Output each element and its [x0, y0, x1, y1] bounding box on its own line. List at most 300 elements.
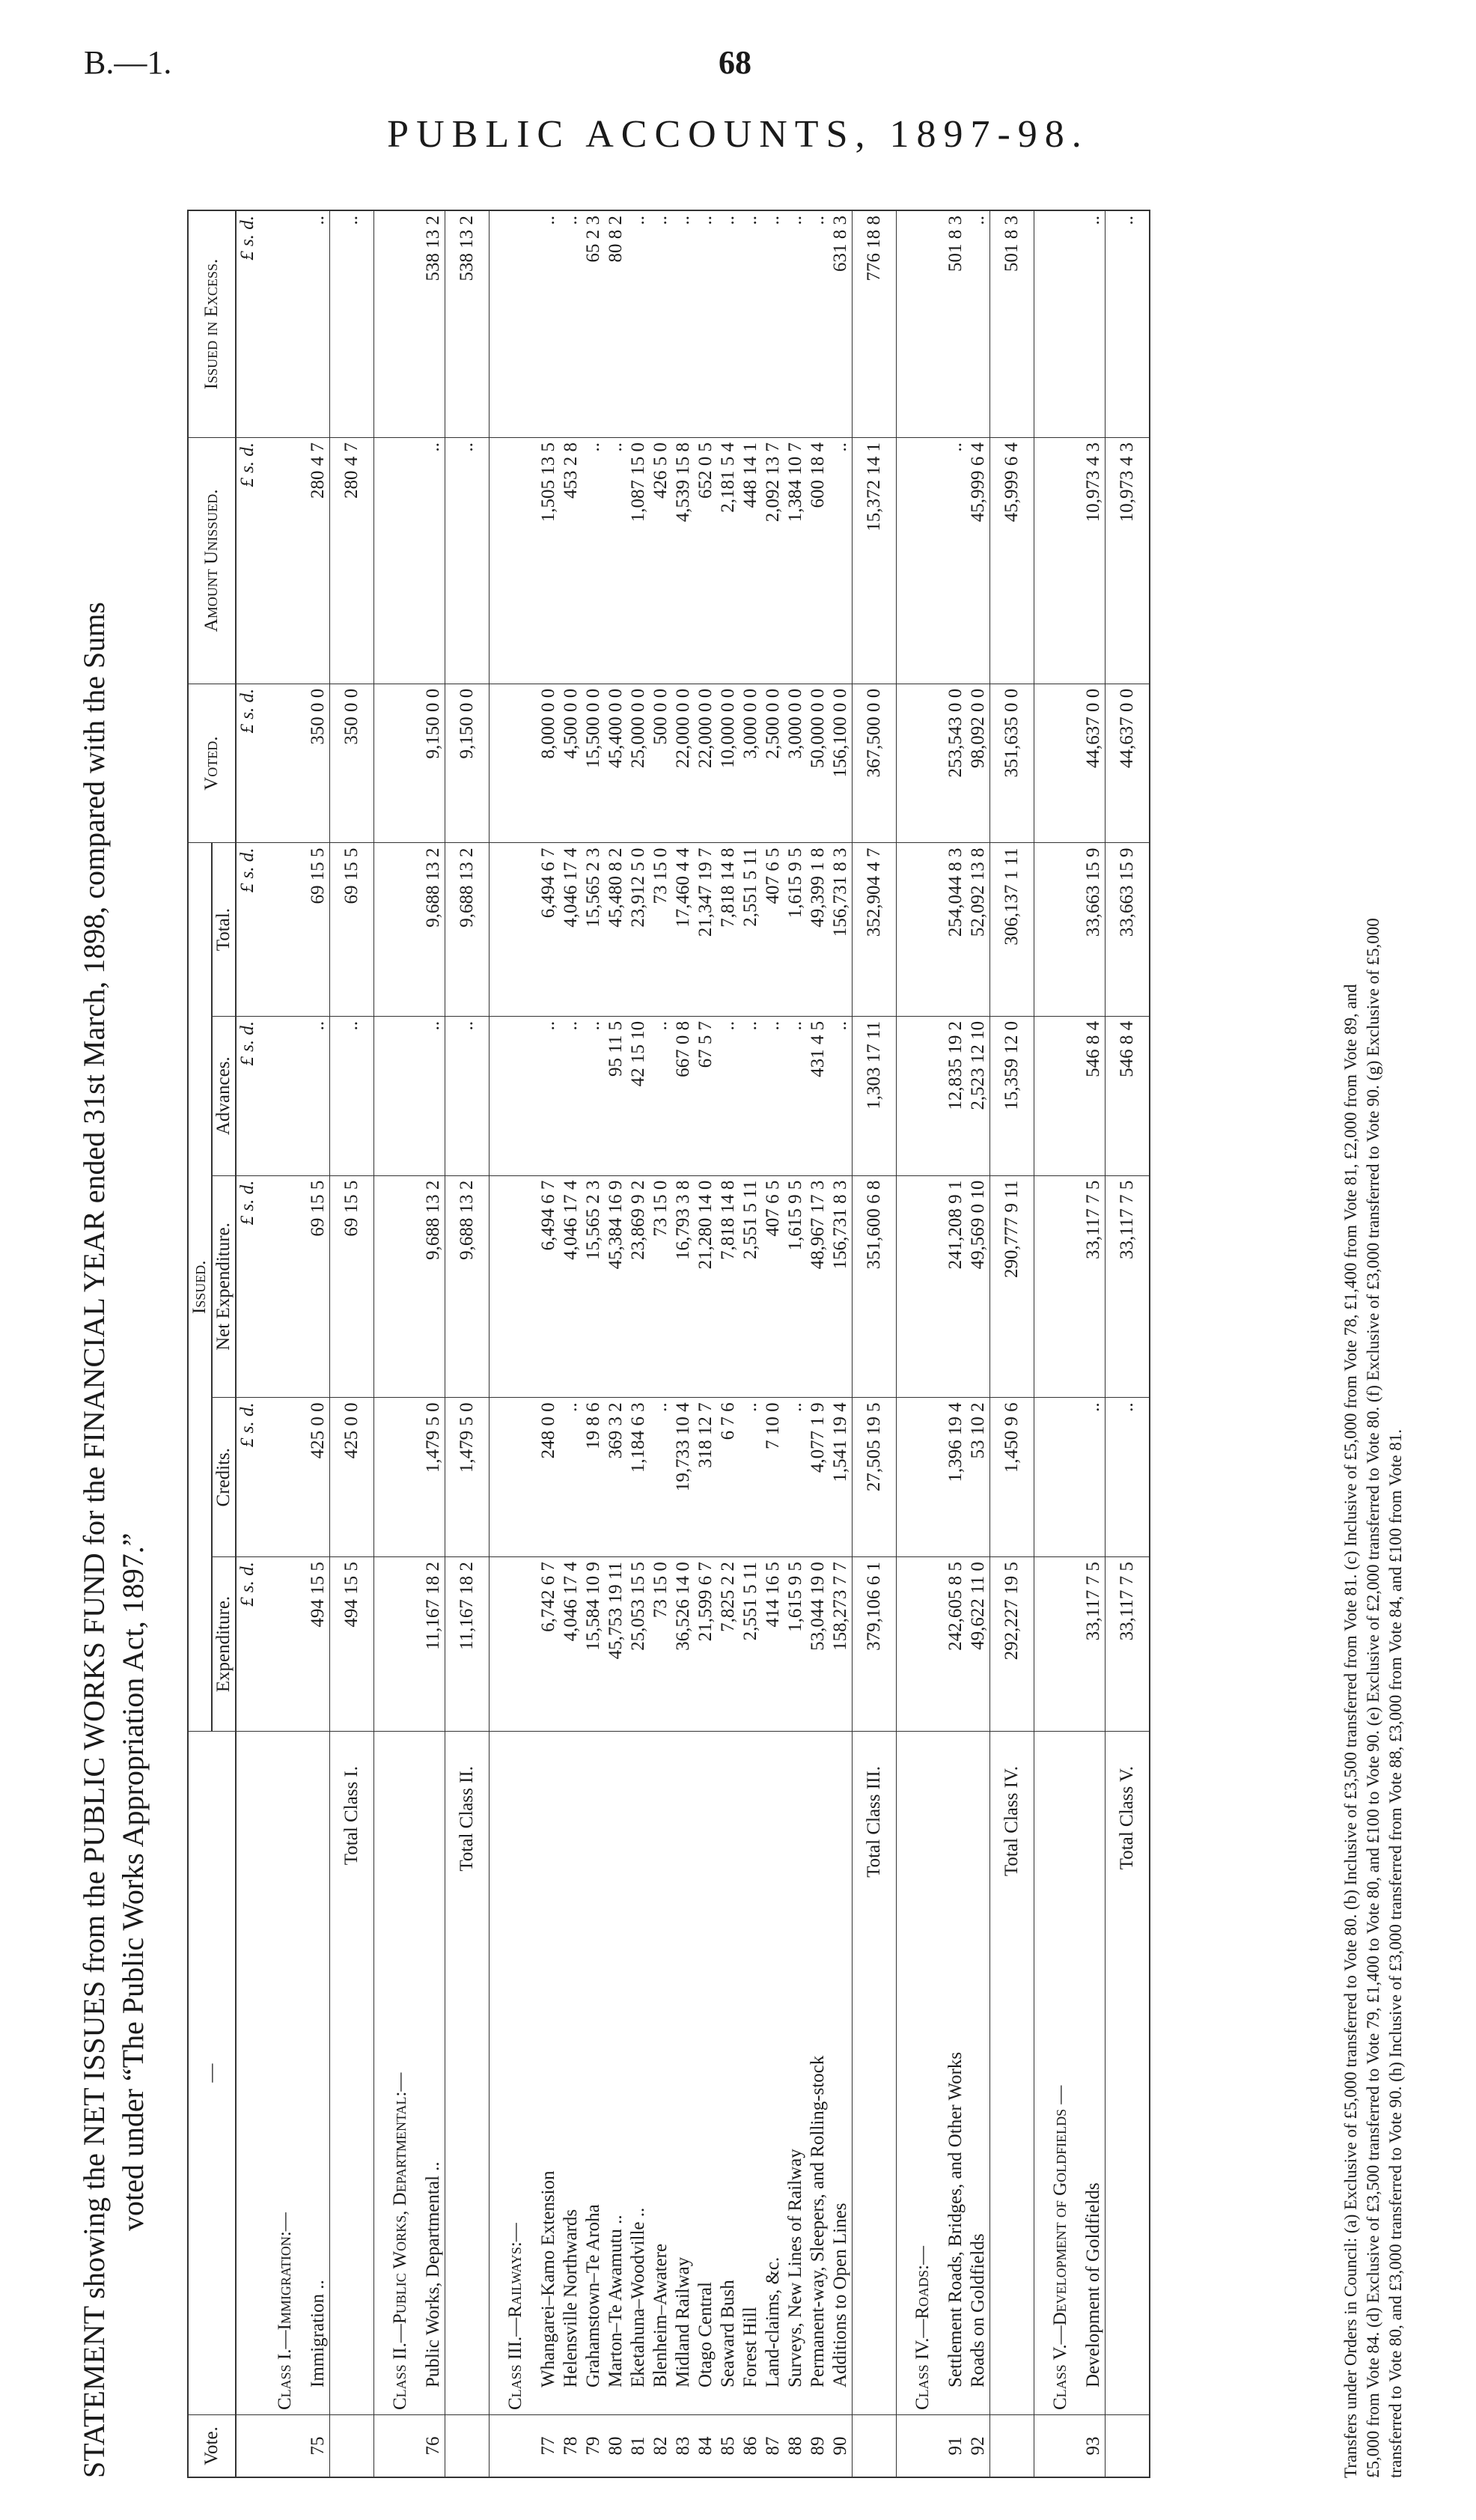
class-total-row — [1106, 210, 1150, 2477]
item-name-text: Otago Central — [695, 2282, 716, 2387]
class-total-text: Total Class V. — [1117, 1766, 1137, 1870]
class-total-label — [330, 1732, 374, 2415]
table-row — [627, 210, 650, 2477]
amount-unissued: .. — [422, 437, 445, 684]
empty-cell — [259, 210, 307, 437]
amount-credits: .. — [560, 1398, 582, 1557]
amount-excess: .. — [784, 210, 807, 437]
total-advances: .. — [330, 1016, 374, 1175]
amount-expenditure: 158,273 7 7 — [829, 1557, 853, 1732]
amount-advances: .. — [307, 1016, 330, 1175]
empty-cell — [490, 210, 538, 437]
amount-advances: 546 8 4 — [1082, 1016, 1106, 1175]
total-total: 9,688 13 2 — [445, 843, 490, 1016]
amount-unissued: .. — [945, 437, 967, 684]
amount-net: 7,818 14 8 — [717, 1175, 739, 1398]
class-heading-row — [897, 210, 945, 2477]
amount-excess: .. — [762, 210, 784, 437]
amount-net: 241,208 9 1 — [945, 1175, 967, 1398]
amount-credits: .. — [784, 1398, 807, 1557]
amount-total: 45,480 8 2 — [605, 843, 627, 1016]
item-name-text: Helensville Northwards — [561, 2209, 581, 2387]
total-expenditure: 292,227 19 5 — [990, 1557, 1034, 1732]
empty-cell — [259, 1557, 307, 1732]
vote-number: 83 — [672, 2415, 695, 2478]
table-row — [422, 210, 445, 2477]
class-vote-cell — [490, 2415, 538, 2478]
units-row — [236, 210, 259, 2477]
table-row — [605, 210, 627, 2477]
class-total-text: Total Class IV. — [1001, 1766, 1022, 1877]
col-vote: Vote. — [188, 2415, 236, 2478]
item-name-text: Seaward Bush — [718, 2280, 738, 2387]
amount-unissued: 652 0 5 — [695, 437, 717, 684]
amount-excess: .. — [807, 210, 829, 437]
empty-cell — [490, 1016, 538, 1175]
total-advances: 1,303 17 11 — [853, 1016, 897, 1175]
amount-credits: .. — [1082, 1398, 1106, 1557]
amount-voted: 98,092 0 0 — [967, 684, 990, 843]
amount-unissued: 600 18 4 — [807, 437, 829, 684]
amount-excess: .. — [537, 210, 560, 437]
total-net: 9,688 13 2 — [445, 1175, 490, 1398]
total-vote-cell — [445, 2415, 490, 2478]
table-row — [650, 210, 672, 2477]
total-credits: 27,505 19 5 — [853, 1398, 897, 1557]
amount-expenditure: 25,053 15 5 — [627, 1557, 650, 1732]
amount-credits: 318 12 7 — [695, 1398, 717, 1557]
total-net: 69 15 5 — [330, 1175, 374, 1398]
table-row — [560, 210, 582, 2477]
empty-cell — [1034, 843, 1083, 1016]
item-name-text: Midland Railway — [673, 2256, 693, 2387]
amount-excess: .. — [739, 210, 762, 437]
class-total-row — [853, 210, 897, 2477]
item-name — [762, 1732, 784, 2415]
amount-expenditure: 7,825 2 2 — [717, 1557, 739, 1732]
item-name-text: Settlement Roads, Bridges, and Other Works — [945, 2051, 966, 2387]
amount-expenditure: 494 15 5 — [307, 1557, 330, 1732]
total-vote-cell — [853, 2415, 897, 2478]
empty-cell — [259, 1016, 307, 1175]
empty-cell — [490, 684, 538, 843]
amount-voted: 22,000 0 0 — [672, 684, 695, 843]
empty-cell — [259, 1175, 307, 1398]
amount-total: 49,399 1 8 — [807, 843, 829, 1016]
total-expenditure: 494 15 5 — [330, 1557, 374, 1732]
item-name-text: Immigration .. — [308, 2280, 328, 2387]
item-name — [650, 1732, 672, 2415]
class-total-row — [330, 210, 374, 2477]
amount-unissued: 45,999 6 4 — [967, 437, 990, 684]
item-name-text: Eketahuna–Woodville .. — [628, 2207, 648, 2387]
item-name — [307, 1732, 330, 2415]
amount-excess: .. — [627, 210, 650, 437]
amount-unissued: 10,973 4 3 — [1082, 437, 1106, 684]
total-credits: 425 0 0 — [330, 1398, 374, 1557]
total-net: 290,777 9 11 — [990, 1175, 1034, 1398]
amount-credits: 7 10 0 — [762, 1398, 784, 1557]
vote-number: 88 — [784, 2415, 807, 2478]
empty-cell — [897, 437, 945, 684]
amount-advances: .. — [650, 1016, 672, 1175]
total-voted: 44,637 0 0 — [1106, 684, 1150, 843]
empty-cell — [1034, 437, 1083, 684]
table-row — [582, 210, 605, 2477]
amount-excess: .. — [1082, 210, 1106, 437]
empty-cell — [374, 210, 423, 437]
amount-advances: .. — [422, 1016, 445, 1175]
empty-cell — [1034, 1016, 1083, 1175]
amount-net: 69 15 5 — [307, 1175, 330, 1398]
footnote-line-2: £5,000 from Vote 84. (d) Exclusive of £3,500 transferred to Vote 79, £1,400 to Vote 80, and £100 to Vote 90. (e) Exclusive of £2,000 transferred to Vote 80. (f) Exclusive of £3,000 transferred to Vote 90. (g) Exclusive of £5,000 — [1364, 918, 1382, 2478]
amount-expenditure: 73 15 0 — [650, 1557, 672, 1732]
caption-line-1: STATEMENT showing the NET ISSUES from the PUBLIC WORKS FUND for the FINANCIAL YEAR ended 31st March, 1898, compared with the Sums — [77, 602, 111, 2478]
amount-unissued: 280 4 7 — [307, 437, 330, 684]
amount-excess: .. — [307, 210, 330, 437]
item-name-text: Additions to Open Lines — [830, 2203, 850, 2387]
amount-credits: 4,077 1 9 — [807, 1398, 829, 1557]
total-advances: .. — [445, 1016, 490, 1175]
table-row — [807, 210, 829, 2477]
total-unissued: 15,372 14 1 — [853, 437, 897, 684]
amount-advances: 42 15 10 — [627, 1016, 650, 1175]
empty-cell — [374, 684, 423, 843]
amount-expenditure: 414 16 5 — [762, 1557, 784, 1732]
table-row — [307, 210, 330, 2477]
table-header — [188, 210, 236, 2477]
vote-number: 86 — [739, 2415, 762, 2478]
total-excess: 501 8 3 — [990, 210, 1034, 437]
item-name — [605, 1732, 627, 2415]
item-name — [739, 1732, 762, 2415]
total-credits: 1,450 9 6 — [990, 1398, 1034, 1557]
amount-unissued: 453 2 8 — [560, 437, 582, 684]
amount-voted: 50,000 0 0 — [807, 684, 829, 843]
class-heading: Class III.—Railways:— — [490, 1732, 538, 2415]
amount-credits: 19 8 6 — [582, 1398, 605, 1557]
amount-credits: 248 0 0 — [537, 1398, 560, 1557]
amount-advances: .. — [762, 1016, 784, 1175]
empty-cell — [1034, 684, 1083, 843]
empty-cell — [490, 843, 538, 1016]
vote-number: 93 — [1082, 2415, 1106, 2478]
class-total-label — [990, 1732, 1034, 2415]
amount-net: 2,551 5 11 — [739, 1175, 762, 1398]
item-name-text: Surveys, New Lines of Railway — [785, 2149, 805, 2387]
vote-number: 90 — [829, 2415, 853, 2478]
total-credits: 1,479 5 0 — [445, 1398, 490, 1557]
empty-cell — [259, 684, 307, 843]
empty-cell — [490, 1557, 538, 1732]
item-name-text: Permanent-way, Sleepers, and Rolling-stock — [808, 2055, 828, 2387]
amount-unissued: 1,505 13 5 — [537, 437, 560, 684]
vote-number: 80 — [605, 2415, 627, 2478]
amount-advances: .. — [582, 1016, 605, 1175]
total-unissued: 280 4 7 — [330, 437, 374, 684]
total-expenditure: 379,106 6 1 — [853, 1557, 897, 1732]
amount-advances: .. — [717, 1016, 739, 1175]
item-name-text: Marton–Te Awamutu .. — [606, 2215, 626, 2387]
amount-net: 4,046 17 4 — [560, 1175, 582, 1398]
units-vote-cell — [236, 2415, 259, 2478]
item-name-text: Whangarei–Kamo Extension — [538, 2170, 558, 2387]
amount-voted: 4,500 0 0 — [560, 684, 582, 843]
class-vote-cell — [374, 2415, 423, 2478]
total-net: 351,600 6 8 — [853, 1175, 897, 1398]
empty-cell — [374, 437, 423, 684]
vote-number: 81 — [627, 2415, 650, 2478]
amount-credits: 425 0 0 — [307, 1398, 330, 1557]
item-name-text: Forest Hill — [740, 2307, 760, 2387]
empty-cell — [490, 1175, 538, 1398]
amount-expenditure: 45,753 19 11 — [605, 1557, 627, 1732]
vote-number: 77 — [537, 2415, 560, 2478]
amount-excess: .. — [650, 210, 672, 437]
amount-expenditure: 53,044 19 0 — [807, 1557, 829, 1732]
class-vote-cell — [259, 2415, 307, 2478]
item-name — [784, 1732, 807, 2415]
vote-number: 87 — [762, 2415, 784, 2478]
units-cell: £ s. d. — [236, 437, 259, 684]
empty-cell — [374, 1175, 423, 1398]
empty-cell — [490, 1398, 538, 1557]
amount-unissued: 2,181 5 4 — [717, 437, 739, 684]
amount-expenditure: 15,584 10 9 — [582, 1557, 605, 1732]
amount-voted: 22,000 0 0 — [695, 684, 717, 843]
total-vote-cell — [990, 2415, 1034, 2478]
amount-excess: .. — [560, 210, 582, 437]
class-total-label — [1106, 1732, 1150, 2415]
amount-net: 49,569 0 10 — [967, 1175, 990, 1398]
amount-excess: .. — [717, 210, 739, 437]
amount-voted: 156,100 0 0 — [829, 684, 853, 843]
amount-credits: 1,479 5 0 — [422, 1398, 445, 1557]
amount-advances: .. — [784, 1016, 807, 1175]
vote-number: 85 — [717, 2415, 739, 2478]
amount-excess: .. — [967, 210, 990, 437]
amount-net: 73 15 0 — [650, 1175, 672, 1398]
amount-voted: 44,637 0 0 — [1082, 684, 1106, 843]
amount-voted: 500 0 0 — [650, 684, 672, 843]
amount-advances: 431 4 5 — [807, 1016, 829, 1175]
units-cell: £ s. d. — [236, 1398, 259, 1557]
amount-unissued: 4,539 15 8 — [672, 437, 695, 684]
amount-voted: 8,000 0 0 — [537, 684, 560, 843]
amount-excess: 65 2 3 — [582, 210, 605, 437]
item-name — [627, 1732, 650, 2415]
item-name — [807, 1732, 829, 2415]
amount-excess: .. — [695, 210, 717, 437]
table-row — [784, 210, 807, 2477]
class-heading-row — [490, 210, 538, 2477]
total-credits: .. — [1106, 1398, 1150, 1557]
item-name — [829, 1732, 853, 2415]
total-total: 33,663 15 9 — [1106, 843, 1150, 1016]
vote-number: 79 — [582, 2415, 605, 2478]
empty-cell — [897, 684, 945, 843]
empty-cell — [897, 210, 945, 437]
item-name — [945, 1732, 967, 2415]
amount-advances: 12,835 19 2 — [945, 1016, 967, 1175]
empty-cell — [897, 1557, 945, 1732]
amount-unissued: .. — [829, 437, 853, 684]
amount-expenditure: 33,117 7 5 — [1082, 1557, 1106, 1732]
empty-cell — [259, 437, 307, 684]
amount-advances: 67 5 7 — [695, 1016, 717, 1175]
amount-expenditure: 49,622 11 0 — [967, 1557, 990, 1732]
total-total: 306,137 1 11 — [990, 843, 1034, 1016]
amount-credits: 1,541 19 4 — [829, 1398, 853, 1557]
vote-number: 92 — [967, 2415, 990, 2478]
units-cell: £ s. d. — [236, 1557, 259, 1732]
amount-credits: 369 3 2 — [605, 1398, 627, 1557]
amount-voted: 2,500 0 0 — [762, 684, 784, 843]
empty-cell — [374, 1016, 423, 1175]
amount-credits: 19,733 10 4 — [672, 1398, 695, 1557]
amount-unissued: .. — [605, 437, 627, 684]
amount-net: 16,793 3 8 — [672, 1175, 695, 1398]
amount-total: 2,551 5 11 — [739, 843, 762, 1016]
col-issued-in-excess: Issued in Excess. — [188, 210, 236, 437]
caption-line-2: voted under “The Public Works Appropriation Act, 1897.” — [116, 1533, 150, 2231]
amount-expenditure: 2,551 5 11 — [739, 1557, 762, 1732]
class-total-label — [853, 1732, 897, 2415]
amount-net: 23,869 9 2 — [627, 1175, 650, 1398]
item-name — [582, 1732, 605, 2415]
amount-unissued: 426 5 0 — [650, 437, 672, 684]
amount-expenditure: 242,605 8 5 — [945, 1557, 967, 1732]
amount-voted: 3,000 0 0 — [739, 684, 762, 843]
amount-net: 48,967 17 3 — [807, 1175, 829, 1398]
total-excess: .. — [1106, 210, 1150, 437]
table-row — [739, 210, 762, 2477]
amount-credits: 1,396 19 4 — [945, 1398, 967, 1557]
amount-credits: .. — [650, 1398, 672, 1557]
amount-excess: 501 8 3 — [945, 210, 967, 437]
amount-net: 1,615 9 5 — [784, 1175, 807, 1398]
amount-voted: 10,000 0 0 — [717, 684, 739, 843]
empty-cell — [1034, 1557, 1083, 1732]
amount-net: 156,731 8 3 — [829, 1175, 853, 1398]
empty-cell — [897, 1175, 945, 1398]
amount-expenditure: 21,599 6 7 — [695, 1557, 717, 1732]
footnote — [1340, 210, 1407, 2478]
amount-total: 23,912 5 0 — [627, 843, 650, 1016]
item-name — [695, 1732, 717, 2415]
amount-credits: 53 10 2 — [967, 1398, 990, 1557]
item-name — [1082, 1732, 1106, 2415]
vote-number: 78 — [560, 2415, 582, 2478]
table-row — [967, 210, 990, 2477]
statement-caption — [75, 210, 153, 2478]
amount-excess: 631 8 3 — [829, 210, 853, 437]
units-cell: £ s. d. — [236, 843, 259, 1016]
table-row — [1082, 210, 1106, 2477]
empty-cell — [259, 843, 307, 1016]
total-voted: 351,635 0 0 — [990, 684, 1034, 843]
amount-unissued: 448 14 1 — [739, 437, 762, 684]
amount-total: 254,044 8 3 — [945, 843, 967, 1016]
table-row — [537, 210, 560, 2477]
amount-advances: .. — [537, 1016, 560, 1175]
class-total-text: Total Class I. — [341, 1766, 362, 1866]
units-cell: £ s. d. — [236, 684, 259, 843]
col-amount-unissued: Amount Unissued. — [188, 437, 236, 684]
vote-number: 75 — [307, 2415, 330, 2478]
total-total: 352,904 4 7 — [853, 843, 897, 1016]
amount-voted: 350 0 0 — [307, 684, 330, 843]
empty-cell — [374, 1398, 423, 1557]
class-vote-cell — [1034, 2415, 1083, 2478]
amount-total: 156,731 8 3 — [829, 843, 853, 1016]
amount-total: 9,688 13 2 — [422, 843, 445, 1016]
amount-advances: .. — [560, 1016, 582, 1175]
table-row — [945, 210, 967, 2477]
amount-total: 73 15 0 — [650, 843, 672, 1016]
col-credits: Credits. — [212, 1398, 236, 1557]
total-net: 33,117 7 5 — [1106, 1175, 1150, 1398]
amount-voted: 3,000 0 0 — [784, 684, 807, 843]
total-advances: 15,359 12 0 — [990, 1016, 1034, 1175]
item-name-text: Grahamstown–Te Aroha — [583, 2204, 603, 2387]
table-row — [829, 210, 853, 2477]
total-unissued: 10,973 4 3 — [1106, 437, 1150, 684]
accounts-table — [187, 210, 1150, 2478]
vote-number: 89 — [807, 2415, 829, 2478]
vote-number: 82 — [650, 2415, 672, 2478]
class-heading: Class V.—Development of Goldfields — — [1034, 1732, 1083, 2415]
col-description: — — [188, 1732, 236, 2415]
amount-total: 21,347 19 7 — [695, 843, 717, 1016]
amount-net: 407 6 5 — [762, 1175, 784, 1398]
amount-excess: 80 8 2 — [605, 210, 627, 437]
col-total: Total. — [212, 843, 236, 1016]
amount-total: 1,615 9 5 — [784, 843, 807, 1016]
class-heading: Class IV.—Roads:— — [897, 1732, 945, 2415]
table-body — [236, 210, 1150, 2477]
empty-cell — [1034, 1175, 1083, 1398]
table-row — [695, 210, 717, 2477]
amount-expenditure: 6,742 6 7 — [537, 1557, 560, 1732]
amount-advances: .. — [829, 1016, 853, 1175]
item-name — [672, 1732, 695, 2415]
document-code: B.—1. — [84, 44, 172, 81]
amount-credits: 1,184 6 3 — [627, 1398, 650, 1557]
table-row — [762, 210, 784, 2477]
amount-total: 6,494 6 7 — [537, 843, 560, 1016]
amount-expenditure: 36,526 14 0 — [672, 1557, 695, 1732]
amount-voted: 25,000 0 0 — [627, 684, 650, 843]
table-row — [672, 210, 695, 2477]
amount-total: 33,663 15 9 — [1082, 843, 1106, 1016]
class-total-text: Total Class II. — [457, 1766, 477, 1872]
col-expenditure: Expenditure. — [212, 1557, 236, 1732]
amount-credits: 6 7 6 — [717, 1398, 739, 1557]
class-total-label — [445, 1732, 490, 2415]
amount-credits: .. — [739, 1398, 762, 1557]
class-total-text: Total Class III. — [864, 1766, 884, 1878]
total-expenditure: 11,167 18 2 — [445, 1557, 490, 1732]
amount-net: 33,117 7 5 — [1082, 1175, 1106, 1398]
amount-advances: 95 11 5 — [605, 1016, 627, 1175]
class-heading-row — [1034, 210, 1083, 2477]
amount-net: 9,688 13 2 — [422, 1175, 445, 1398]
item-name — [717, 1732, 739, 2415]
item-name — [967, 1732, 990, 2415]
vote-number: 84 — [695, 2415, 717, 2478]
page-number: 68 — [719, 44, 751, 81]
